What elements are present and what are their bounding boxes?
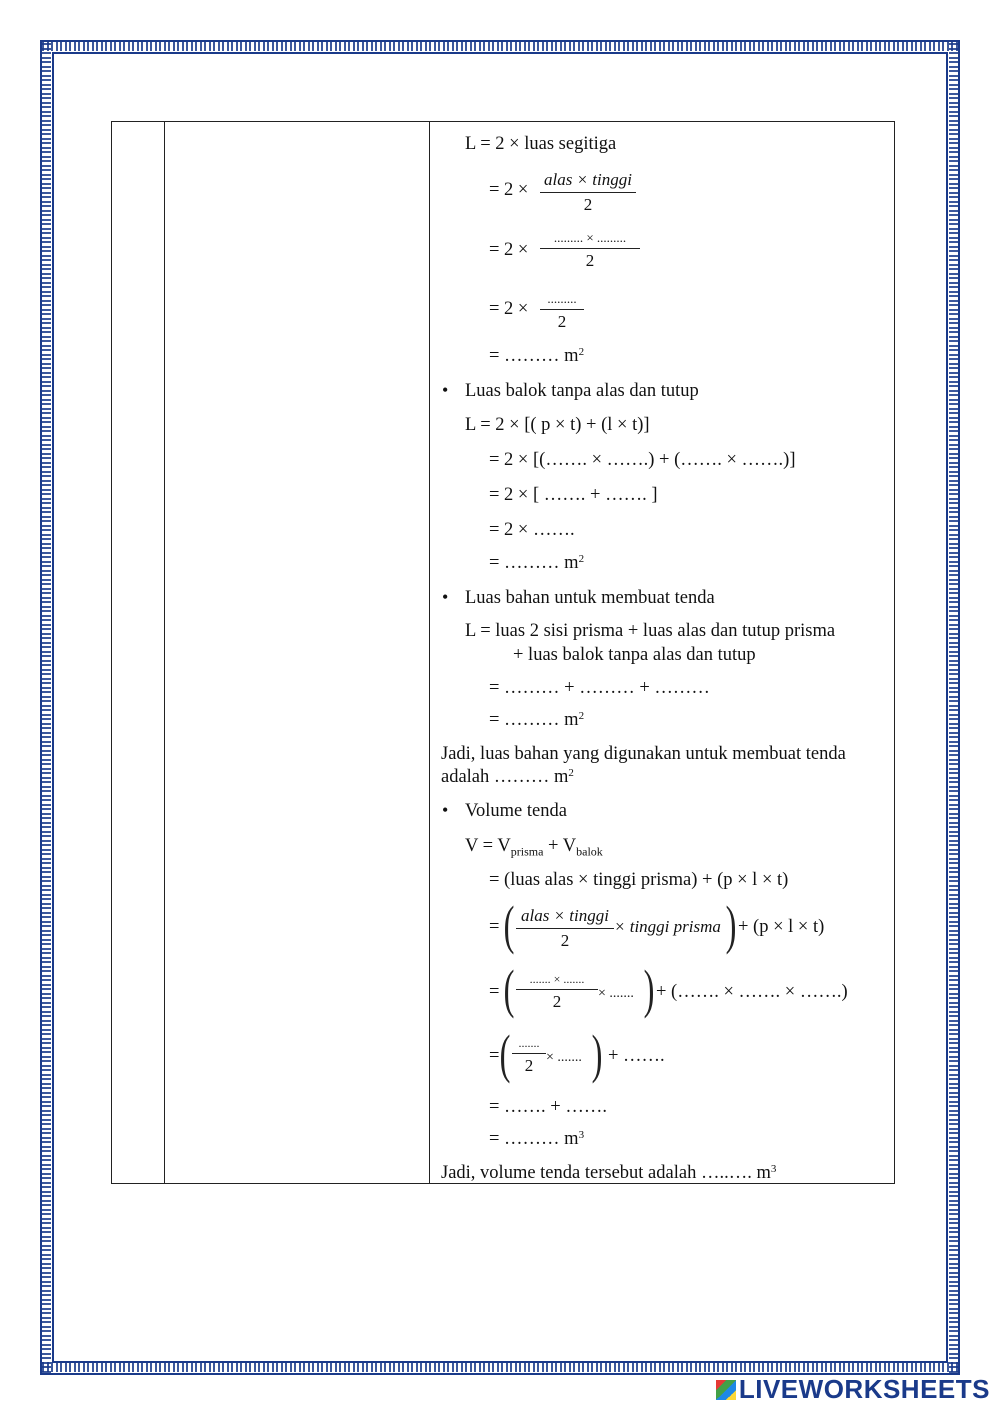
formula-line: × .......: [598, 986, 634, 1001]
paren-right: ): [591, 1024, 603, 1084]
fraction: [516, 906, 614, 951]
paren-left: (: [503, 895, 515, 955]
bullet-icon: •: [442, 800, 449, 820]
formula-line: + …….: [608, 1046, 665, 1066]
formula-line: = 2 × [ ……. + ……. ]: [489, 485, 658, 505]
formula-line: = 2 ×: [489, 240, 529, 260]
fraction-denominator: 2: [583, 195, 593, 214]
formula-line: L = 2 × luas segitiga: [465, 134, 617, 154]
bullet-icon: •: [442, 587, 449, 607]
table-column-divider-2: [429, 122, 430, 1183]
fraction-denominator: 2: [557, 312, 567, 331]
formula-line: × tinggi prisma: [614, 917, 721, 936]
formula-line: =: [489, 917, 500, 937]
conclusion-text: adalah ……… $m^2$: [441, 767, 574, 787]
formula-line: = (luas alas × tinggi prisma) + (p × l × t): [489, 870, 789, 890]
formula-line: = 2 × [(……. × …….) + (……. × …….)]: [489, 450, 796, 470]
section-heading: Luas bahan untuk membuat tenda: [465, 588, 715, 608]
formula-line: × .......: [546, 1050, 582, 1065]
section-heading: Luas balok tanpa alas dan tutup: [465, 381, 699, 401]
conclusion-text: Jadi, luas bahan yang digunakan untuk membuat tenda: [441, 744, 846, 764]
logo-icon: [716, 1380, 736, 1400]
formula-line: = ……. + …….: [489, 1097, 607, 1117]
brand-name: LIVEWORKSHEETS: [738, 1374, 990, 1404]
fraction-numerator: .........: [540, 291, 584, 310]
formula-line: = ……… $m^2$: [489, 710, 585, 730]
fraction: [540, 170, 636, 215]
formula-line: = 2 × …….: [489, 520, 575, 540]
formula-line: $V = V_{prisma} + V_{balok}$: [465, 836, 603, 859]
liveworksheets-logo[interactable]: [716, 1374, 990, 1405]
fraction-denominator: 2: [585, 251, 595, 270]
formula-line: = 2 ×: [489, 180, 529, 200]
conclusion-text: Jadi, volume tenda tersebut adalah …..…. $m^3$: [441, 1163, 777, 1183]
formula-line: + (p × l × t): [738, 917, 825, 937]
paren-right: ): [725, 895, 737, 955]
fraction-denominator: 2: [524, 1056, 534, 1075]
formula-line: + (……. × ……. × …….): [656, 982, 848, 1002]
fraction: [516, 972, 598, 1012]
paren-right: ): [643, 959, 655, 1019]
table-column-divider-1: [164, 122, 165, 1183]
fraction-numerator: .......: [512, 1036, 546, 1054]
formula-line: = ……… $m^2$: [489, 553, 585, 573]
fraction: [512, 1036, 546, 1076]
formula-line: =: [489, 1046, 500, 1066]
formula-line: L = 2 × [( p × t) + (l × t)]: [465, 415, 650, 435]
formula-line: = ……… + ……… + ………: [489, 678, 710, 698]
fraction: [540, 291, 584, 332]
fraction-denominator: 2: [560, 931, 570, 950]
fraction-numerator: alas × tinggi: [516, 906, 614, 929]
fraction-numerator: ....... × .......: [516, 972, 598, 990]
fraction: [540, 230, 640, 271]
paren-left: (: [499, 1024, 511, 1084]
formula-line: L = luas 2 sisi prisma + luas alas dan tutup prisma: [465, 621, 836, 641]
fraction-numerator: ......... × .........: [540, 230, 640, 249]
fraction-denominator: 2: [552, 992, 562, 1011]
formula-line: = 2 ×: [489, 299, 529, 319]
formula-line: = ……… $m^2$: [489, 346, 585, 366]
paren-left: (: [503, 959, 515, 1019]
formula-line: = ……… $m^3$: [489, 1129, 585, 1149]
fraction-numerator: alas × tinggi: [540, 170, 636, 193]
section-heading: Volume tenda: [465, 801, 567, 821]
formula-line: =: [489, 982, 500, 1002]
bullet-icon: •: [442, 380, 449, 400]
formula-line: + luas balok tanpa alas dan tutup: [513, 645, 756, 665]
